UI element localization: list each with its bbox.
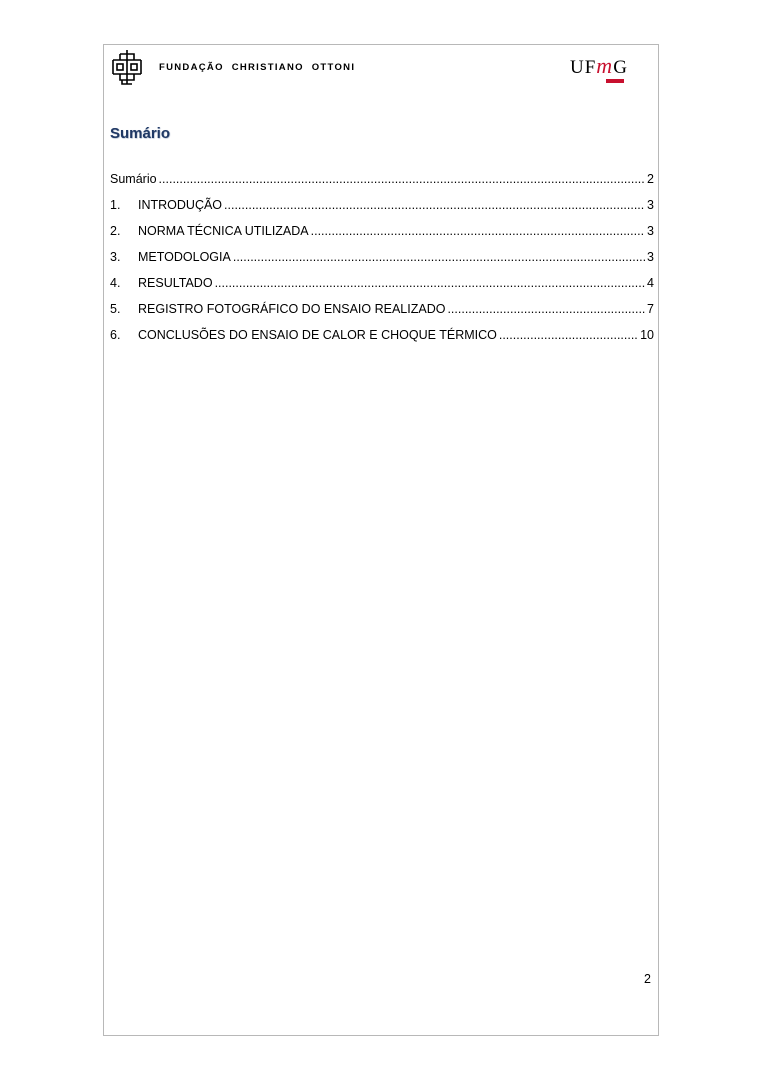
page-header [104, 45, 658, 93]
toc-title: Sumário [110, 125, 171, 142]
toc-entry-label: RESULTADO [138, 276, 213, 290]
toc-entry-number: 2. [110, 224, 121, 238]
toc-dot-leader [233, 250, 645, 264]
ufmg-logo-text-left: UF [570, 57, 597, 78]
toc-dot-leader [159, 172, 646, 186]
fundacao-christiano-ottoni-logo-icon [110, 48, 144, 86]
toc-dot-leader [311, 224, 645, 238]
toc-entry-page: 2 [647, 172, 654, 186]
toc-entry-page: 7 [647, 302, 654, 316]
toc-entry-number: 6. [110, 328, 121, 342]
ufmg-logo [570, 55, 650, 85]
toc-entry-conclusoes[interactable] [110, 328, 654, 354]
toc-entry-number: 5. [110, 302, 121, 316]
toc-entry-page: 3 [647, 224, 654, 238]
toc-entry-sumario[interactable] [110, 172, 654, 198]
toc-entry-label: CONCLUSÕES DO ENSAIO DE CALOR E CHOQUE TÉRMICO [138, 328, 497, 342]
toc-dot-leader [224, 198, 645, 212]
toc-entry-number: 1. [110, 198, 121, 212]
ufmg-logo-bar [606, 79, 624, 83]
ufmg-logo-text-right: G [613, 57, 628, 78]
toc-entry-page: 3 [647, 198, 654, 212]
toc-entry-resultado[interactable] [110, 276, 654, 302]
toc-entry-label: REGISTRO FOTOGRÁFICO DO ENSAIO REALIZADO [138, 302, 446, 316]
toc-entry-page: 3 [647, 250, 654, 264]
document-page [103, 44, 659, 1036]
toc-entry-label: NORMA TÉCNICA UTILIZADA [138, 224, 309, 238]
toc-entry-number: 3. [110, 250, 121, 264]
toc-entry-label: METODOLOGIA [138, 250, 231, 264]
table-of-contents [110, 172, 654, 354]
toc-entry-page: 4 [647, 276, 654, 290]
toc-entry-introducao[interactable] [110, 198, 654, 224]
toc-dot-leader [499, 328, 638, 342]
toc-entry-label: INTRODUÇÃO [138, 198, 223, 212]
toc-entry-registro-fotografico[interactable] [110, 302, 654, 328]
toc-entry-number: 4. [110, 276, 121, 290]
toc-entry-metodologia[interactable] [110, 250, 654, 276]
org-name: FUNDAÇÃO CHRISTIANO OTTONI [159, 62, 356, 73]
toc-entry-label: Sumário [110, 172, 157, 186]
toc-entry-page: 10 [640, 328, 654, 342]
toc-dot-leader [447, 302, 645, 316]
ufmg-logo-text-m: m [596, 53, 614, 78]
toc-entry-norma-tecnica[interactable] [110, 224, 654, 250]
toc-dot-leader [215, 276, 645, 290]
page-number: 2 [644, 972, 651, 986]
